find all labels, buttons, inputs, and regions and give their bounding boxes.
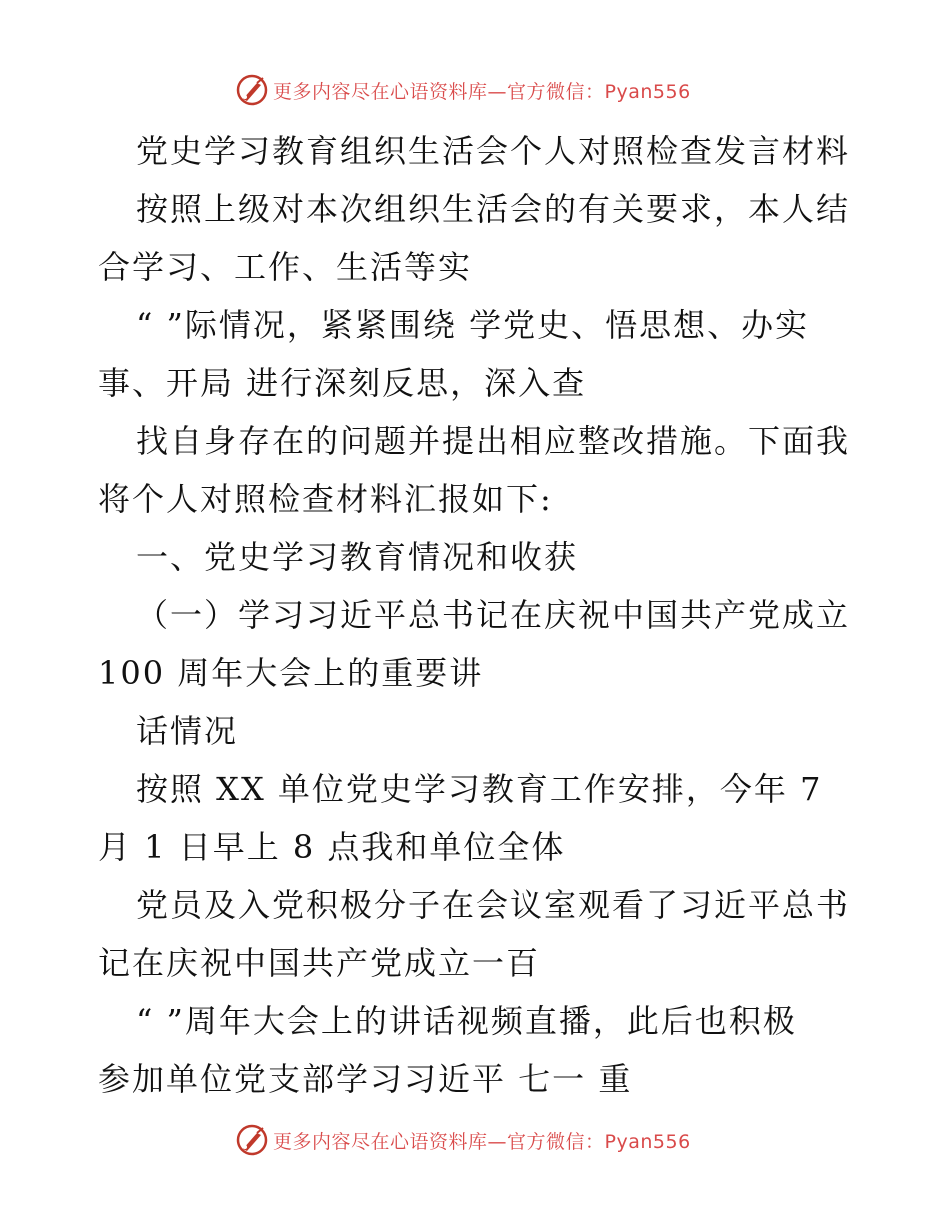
body-line: 将个人对照检查材料汇报如下: xyxy=(98,480,553,518)
body-line: 党员及入党积极分子在会议室观看了习近平总书 xyxy=(136,886,851,924)
body-line: 找自身存在的问题并提出相应整改措施。下面我 xyxy=(136,422,851,460)
body-line: 记在庆祝中国共产党成立一百 xyxy=(98,944,541,982)
document-body xyxy=(98,122,858,1108)
watermark-text: 更多内容尽在心语资料库—官方微信：Pyan556 xyxy=(273,80,691,103)
section-heading: 一、党史学习教育情况和收获 xyxy=(136,538,579,576)
header-watermark xyxy=(235,72,715,108)
quill-pen-circle-icon xyxy=(235,1123,269,1157)
body-line: “ ”周年大会上的讲话视频直播，此后也积极 xyxy=(136,1002,797,1040)
body-line: 事、开局 进行深刻反思，深入查 xyxy=(98,364,587,402)
body-line: 月 1 日早上 8 点我和单位全体 xyxy=(98,828,566,866)
subsection-heading-cont: 100 周年大会上的重要讲 xyxy=(98,654,484,692)
body-line: 合学习、工作、生活等实 xyxy=(98,248,473,286)
quill-pen-circle-icon xyxy=(235,73,269,107)
document-title: 党史学习教育组织生活会个人对照检查发言材料 xyxy=(136,132,851,170)
footer-watermark xyxy=(235,1122,715,1158)
watermark-text: 更多内容尽在心语资料库—官方微信：Pyan556 xyxy=(273,1130,691,1153)
subsection-heading: （一）学习习近平总书记在庆祝中国共产党成立 xyxy=(136,596,851,634)
body-line: 按照 XX 单位党史学习教育工作安排，今年 7 xyxy=(136,770,823,808)
body-line: “ ”际情况，紧紧围绕 学党史、悟思想、办实 xyxy=(136,306,810,344)
body-line: 参加单位党支部学习习近平 七一 重 xyxy=(98,1060,633,1098)
body-line: 按照上级对本次组织生活会的有关要求，本人结 xyxy=(136,190,851,228)
subsection-heading-cont: 话情况 xyxy=(136,712,239,750)
